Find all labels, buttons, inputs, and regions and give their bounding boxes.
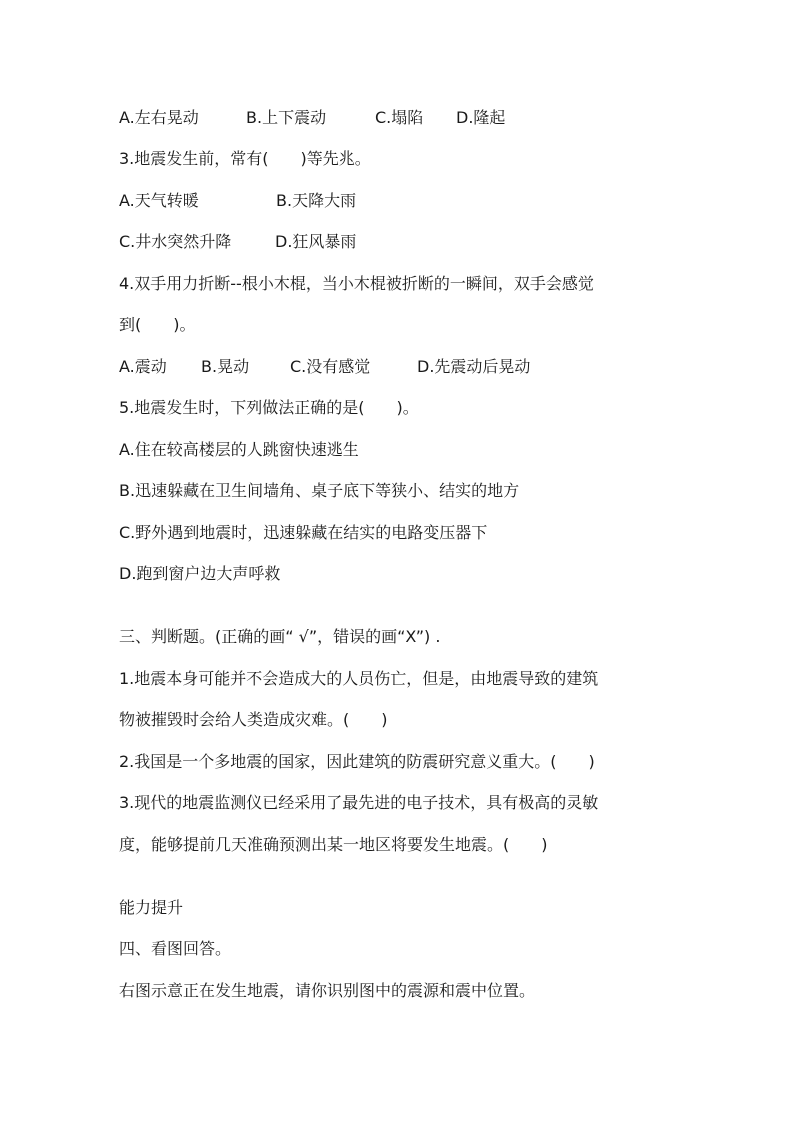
q3-option-b: B.天降大雨 [276,191,357,210]
section3-heading: 三、判断题。(正确的画“ √”，错误的画“X”) . [119,627,441,646]
q5-option-d: D.跑到窗户边大声呼救 [119,564,281,583]
q3-options-row1 [119,189,356,213]
section3-item3-line2: 度，能够提前几天准确预测出某一地区将要发生地震。( ) [119,835,548,854]
q3-options-row2 [119,230,356,254]
section4-heading: 四、看图回答。 [119,939,232,958]
section4-prompt: 右图示意正在发生地震，请你识别图中的震源和震中位置。 [119,981,536,1000]
q4-option-c: C.没有感觉 [290,357,371,376]
q5-option-b: B.迅速躲藏在卫生间墙角、桌子底下等狭小、结实的地方 [119,481,520,500]
q5-option-c: C.野外遇到地震时，迅速躲藏在结实的电路变压器下 [119,523,488,542]
q4-option-b: B.晃动 [201,357,250,376]
q4-stem-line2: 到( )。 [119,315,196,334]
ability-heading: 能力提升 [119,898,184,917]
q4-option-d: D.先震动后晃动 [417,357,531,376]
q2-option-d: D.隆起 [456,108,506,127]
q3-option-a: A.天气转暖 [119,191,199,210]
q5-stem: 5.地震发生时，下列做法正确的是( )。 [119,398,419,417]
q2-option-b: B.上下震动 [246,108,327,127]
section3-item1-line1: 1.地震本身可能并不会造成大的人员伤亡，但是，由地震导致的建筑 [119,669,599,688]
q2-option-c: C.塌陷 [375,108,424,127]
q3-stem: 3.地震发生前，常有( )等先兆。 [119,149,371,168]
q4-options [119,355,530,379]
q2-options [119,106,505,130]
q3-option-c: C.井水突然升降 [119,232,232,251]
q4-option-a: A.震动 [119,357,167,376]
section3-item1-line2: 物被摧毁时会给人类造成灾难。( ) [119,710,388,729]
q2-option-a: A.左右晃动 [119,108,199,127]
q4-stem-line1: 4.双手用力折断--根小木棍，当小木棍被折断的一瞬间，双手会感觉 [119,274,594,293]
q3-option-d: D.狂风暴雨 [275,232,357,251]
q5-option-a: A.住在较高楼层的人跳窗快速逃生 [119,440,359,459]
section3-item2: 2.我国是一个多地震的国家，因此建筑的防震研究意义重大。( ) [119,752,595,771]
section3-item3-line1: 3.现代的地震监测仪已经采用了最先进的电子技术，具有极高的灵敏 [119,793,599,812]
